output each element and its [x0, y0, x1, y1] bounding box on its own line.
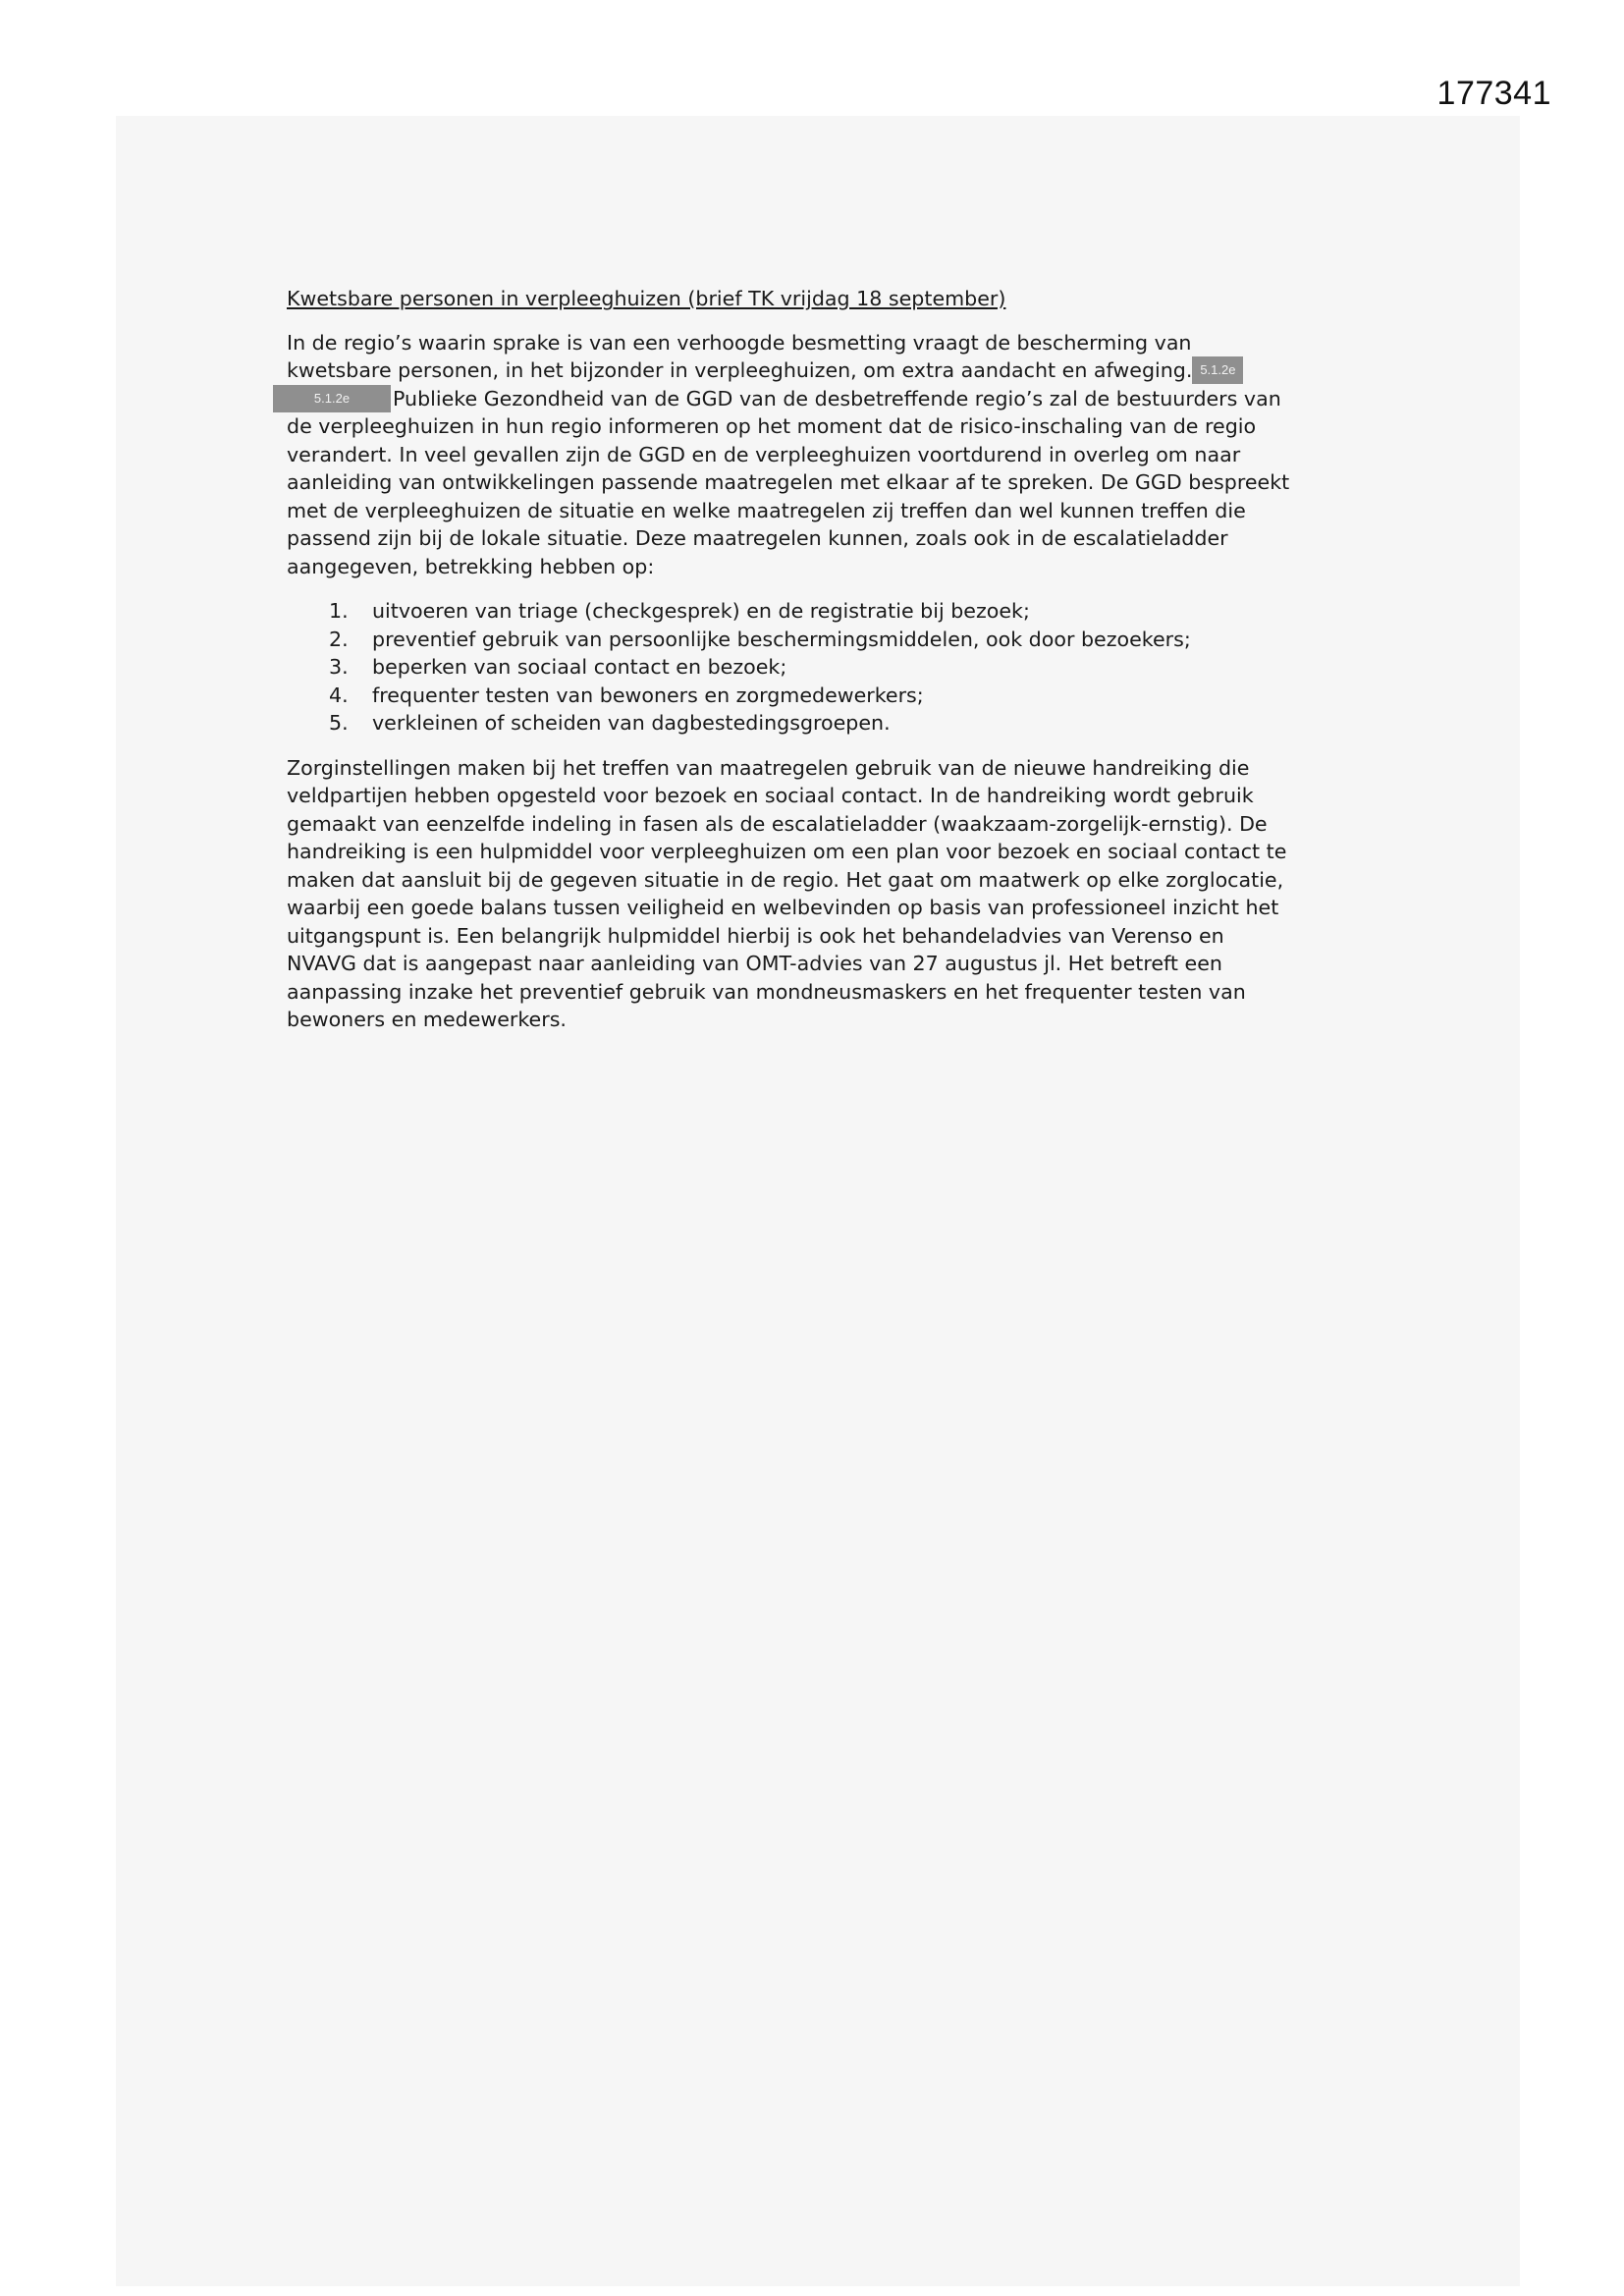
paragraph-1-line-text: kwetsbare personen, in het bijzonder in verpleeghuizen, om extra aandacht en afweging. — [287, 358, 1193, 382]
list-item — [287, 709, 1357, 738]
list-item-text: frequenter testen van bewoners en zorgmedewerkers; — [372, 683, 924, 707]
list-item-text: preventief gebruik van persoonlijke beschermingsmiddelen, ook door bezoekers; — [372, 627, 1191, 651]
document-title: Kwetsbare personen in verpleeghuizen (brief TK vrijdag 18 september) — [287, 287, 1006, 310]
document-body — [287, 285, 1357, 1034]
paragraph-1-line: aanleiding van ontwikkelingen passende maatregelen met elkaar af te spreken. De GGD bespreekt — [287, 470, 1290, 494]
list-item-text: verkleinen of scheiden van dagbestedingsgroepen. — [372, 711, 891, 735]
list-item-number: 1. — [329, 599, 349, 623]
list-item — [287, 682, 1357, 710]
list-item-number: 5. — [329, 711, 349, 735]
list-item — [287, 626, 1357, 654]
paragraph-2-line: veldpartijen hebben opgesteld voor bezoek en sociaal contact. In de handreiking wordt gebruik — [287, 784, 1254, 807]
list-item-number: 4. — [329, 683, 349, 707]
paragraph-1-line: passend zijn bij de lokale situatie. Deze maatregelen kunnen, zoals ook in de escalatieladder — [287, 526, 1228, 550]
paragraph-1 — [287, 329, 1357, 581]
paragraph-2 — [287, 754, 1357, 1034]
paragraph-2-line: waarbij een goede balans tussen veiligheid en welbevinden op basis van professioneel inzicht het — [287, 896, 1279, 919]
redaction-box: 5.1.2e — [273, 385, 391, 412]
paragraph-2-line: aanpassing inzake het preventief gebruik van mondneusmaskers en het frequenter testen van — [287, 979, 1246, 1004]
redaction-box: 5.1.2e — [1192, 356, 1243, 384]
document-number: 177341 — [1436, 75, 1551, 112]
paragraph-1-line: aangegeven, betrekking hebben op: — [287, 554, 655, 578]
paragraph-1-line-text: Publieke Gezondheid van de GGD van de desbetreffende regio’s zal de bestuurders van — [393, 386, 1281, 410]
paragraph-1-line-with-redaction — [287, 385, 1357, 413]
paragraph-1-line: In de regio’s waarin sprake is van een verhoogde besmetting vraagt de bescherming van — [287, 330, 1192, 355]
paragraph-1-line: met de verpleeghuizen de situatie en welke maatregelen zij treffen dan wel kunnen treffen die — [287, 498, 1246, 522]
paragraph-2-line: bewoners en medewerkers. — [287, 1008, 567, 1031]
list-item-text: uitvoeren van triage (checkgesprek) en de registratie bij bezoek; — [372, 599, 1030, 623]
paragraph-2-line: handreiking is een hulpmiddel voor verpleeghuizen om een plan voor bezoek en sociaal contact te — [287, 840, 1287, 863]
list-item-text: beperken van sociaal contact en bezoek; — [372, 655, 787, 679]
list-item-number: 3. — [329, 655, 349, 679]
list-item — [287, 597, 1357, 626]
paragraph-1-line: verandert. In veel gevallen zijn de GGD en de verpleeghuizen voortdurend in overleg om naar — [287, 442, 1241, 466]
list-item — [287, 653, 1357, 682]
paragraph-1-line-with-redaction — [287, 356, 1357, 385]
paragraph-2-line: Zorginstellingen maken bij het treffen van maatregelen gebruik van de nieuwe handreiking die — [287, 755, 1250, 780]
measures-list — [287, 597, 1357, 738]
paragraph-2-line: maken dat aansluit bij de gegeven situatie in de regio. Het gaat om maatwerk op elke zorglocatie, — [287, 867, 1284, 892]
paragraph-1-line: de verpleeghuizen in hun regio informeren op het moment dat de risico-inschaling van de regio — [287, 414, 1257, 438]
list-item-number: 2. — [329, 627, 349, 651]
paragraph-2-line: gemaakt van eenzelfde indeling in fasen als de escalatieladder (waakzaam-zorgelijk-ernstig). De — [287, 811, 1268, 836]
paragraph-2-line: uitgangspunt is. Een belangrijk hulpmiddel hierbij is ook het behandeladvies van Verenso en — [287, 923, 1224, 948]
paragraph-2-line: NVAVG dat is aangepast naar aanleiding van OMT-advies van 27 augustus jl. Het betreft een — [287, 952, 1222, 975]
